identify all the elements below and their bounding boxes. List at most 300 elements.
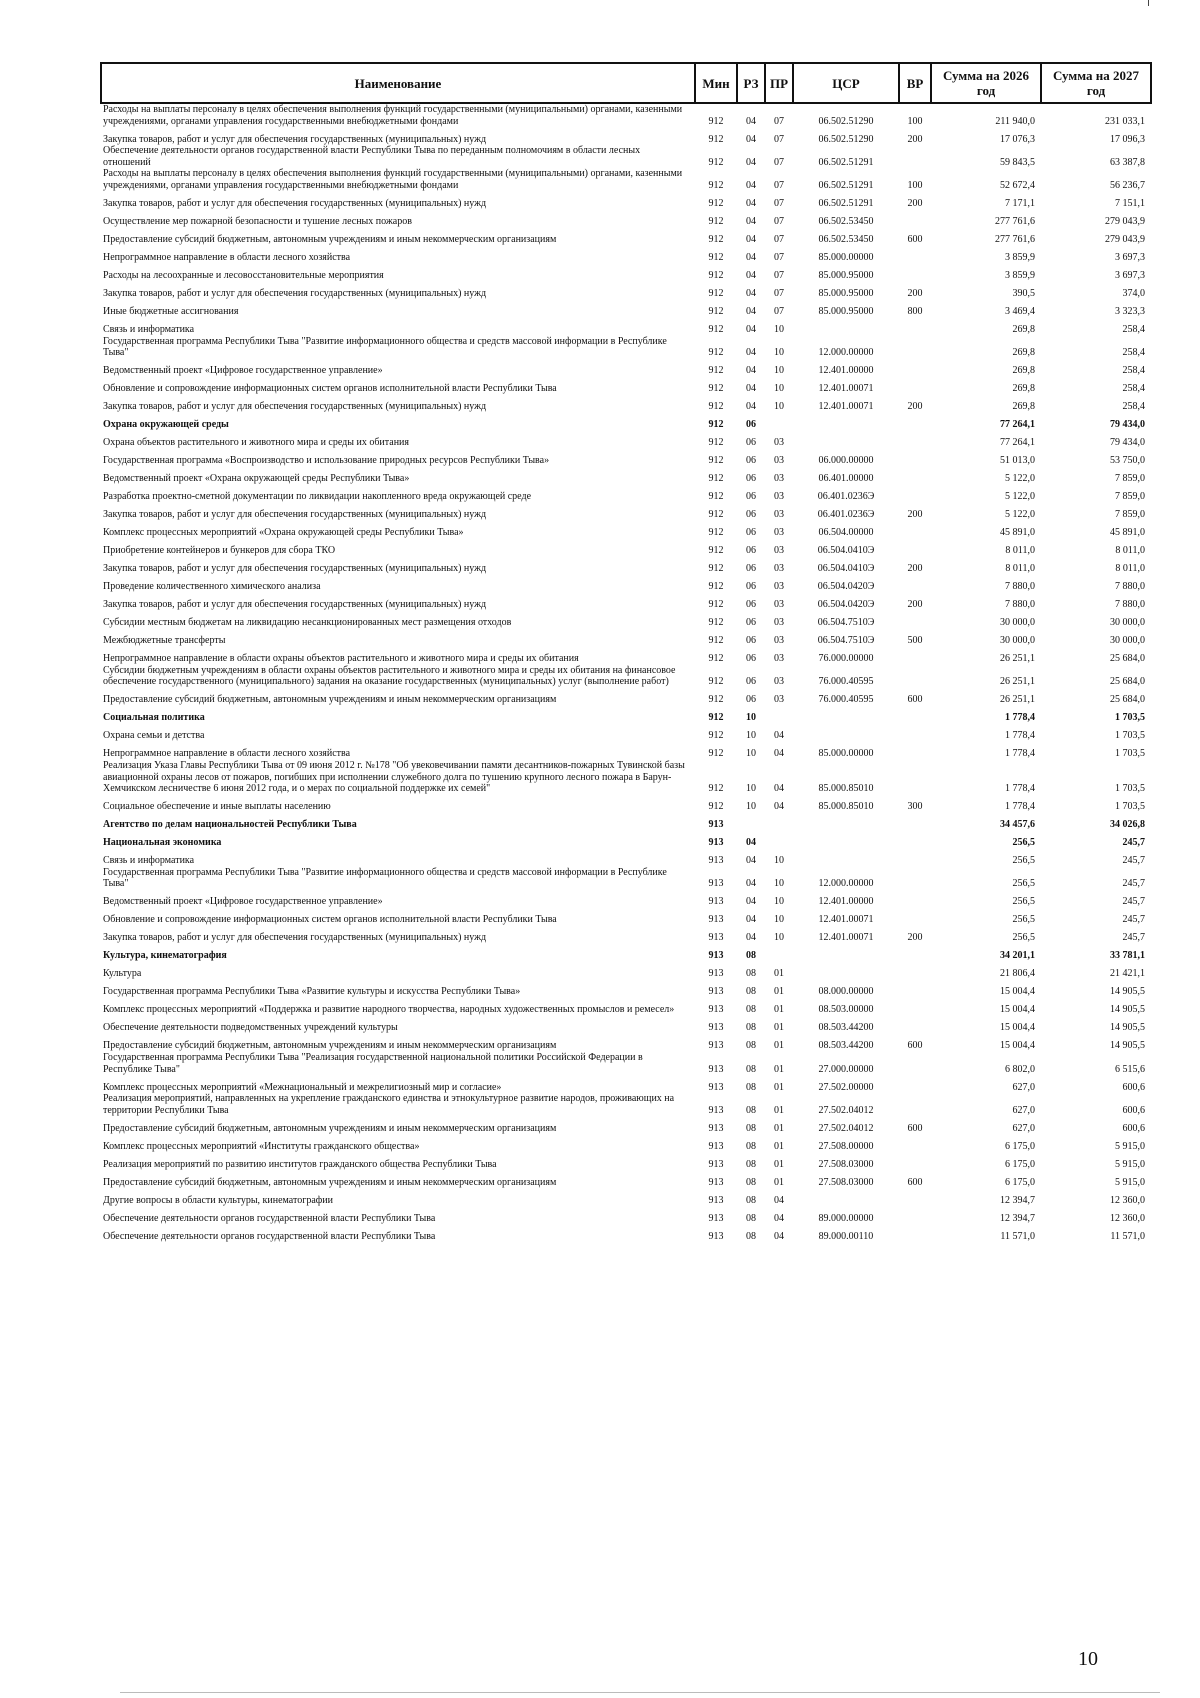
cell-pr: 01 — [774, 1022, 784, 1034]
cell-vr: 200 — [907, 563, 923, 575]
table-row — [101, 413, 1151, 431]
budget-table — [100, 62, 1152, 1242]
cell-name: Предоставление субсидий бюджетным, автономным учреждениям и иным некоммерческим организациям — [103, 1040, 557, 1052]
cell-rz: 06 — [746, 599, 756, 611]
cell-sum-2027: 1 703,5 — [1115, 783, 1145, 795]
cell-csr: 06.502.51291 — [818, 156, 874, 168]
cell-name: Комплекс процессных мероприятий «Институты гражданского общества» — [103, 1140, 420, 1152]
cell-sum-2026: 1 778,4 — [1005, 712, 1035, 724]
cell-vr — [899, 724, 931, 742]
cell-sum-2027: 25 684,0 — [1110, 676, 1145, 688]
cell-vr: 600 — [907, 233, 923, 245]
cell-name: Приобретение контейнеров и бункеров для сбора ТКО — [103, 545, 336, 557]
table-row — [101, 611, 1151, 629]
cell-csr: 06.502.53450 — [818, 215, 874, 227]
cell-vr: 200 — [907, 932, 923, 944]
cell-csr: 85.000.00000 — [818, 748, 874, 760]
cell-vr: 500 — [907, 635, 923, 647]
cell-pr — [765, 706, 793, 724]
table-row — [101, 647, 1151, 665]
cell-sum-2026: 15 004,4 — [1000, 1040, 1035, 1052]
cell-name: Ведомственный проект «Цифровое государственное управление» — [103, 365, 383, 377]
table-row — [101, 168, 1151, 191]
table-body — [101, 103, 1151, 1242]
cell-rz: 08 — [746, 1122, 756, 1134]
cell-pr: 01 — [774, 1158, 784, 1170]
cell-sum-2026: 15 004,4 — [1000, 1022, 1035, 1034]
cell-sum-2027: 11 571,0 — [1110, 1230, 1145, 1242]
table-row — [101, 665, 1151, 688]
cell-csr: 85.000.00000 — [818, 251, 874, 263]
header-vr: ВР — [899, 63, 931, 103]
cell-name: Государственная программа Республики Тыва "Развитие информационного общества и средств массовой информации в Республике Тыва" — [103, 866, 667, 890]
cell-vr: 200 — [907, 133, 923, 145]
cell-name: Охрана объектов растительного и животного мира и среды их обитания — [103, 437, 410, 449]
cell-sum-2027: 30 000,0 — [1110, 617, 1145, 629]
cell-csr — [793, 813, 899, 831]
cell-pr: 03 — [774, 581, 784, 593]
cell-rz: 06 — [746, 491, 756, 503]
cell-vr — [899, 867, 931, 890]
cell-rz: 06 — [746, 527, 756, 539]
cell-pr: 03 — [774, 509, 784, 521]
table-row — [101, 944, 1151, 962]
table-row — [101, 336, 1151, 359]
cell-pr: 03 — [774, 599, 784, 611]
cell-sum-2026: 269,8 — [1012, 347, 1035, 359]
cell-sum-2026: 3 859,9 — [1005, 251, 1035, 263]
cell-vr — [899, 1016, 931, 1034]
cell-min: 912 — [708, 383, 724, 395]
cell-min: 912 — [708, 419, 724, 431]
cell-vr: 100 — [907, 179, 923, 191]
header-csr: ЦСР — [793, 63, 899, 103]
cell-csr — [793, 724, 899, 742]
cell-vr — [899, 413, 931, 431]
cell-sum-2026: 627,0 — [1012, 1122, 1035, 1134]
cell-min: 913 — [708, 1176, 724, 1188]
cell-pr: 01 — [774, 1122, 784, 1134]
header-sum-2026: Сумма на 2026 год — [931, 63, 1041, 103]
page-number: 10 — [1078, 1648, 1098, 1670]
cell-csr — [793, 431, 899, 449]
cell-sum-2027: 12 360,0 — [1110, 1212, 1145, 1224]
cell-name: Обновление и сопровождение информационных систем органов исполнительной власти Республики Тыва — [103, 383, 557, 395]
cell-sum-2026: 34 201,1 — [1000, 950, 1035, 962]
cell-sum-2026: 269,8 — [1012, 323, 1035, 335]
header-sum-2027: Сумма на 2027 год — [1041, 63, 1151, 103]
cell-rz: 04 — [746, 365, 756, 377]
cell-vr — [899, 264, 931, 282]
cell-pr: 03 — [774, 473, 784, 485]
cell-csr: 06.502.51290 — [818, 133, 874, 145]
cell-sum-2027: 3 697,3 — [1115, 251, 1145, 263]
cell-sum-2027: 258,4 — [1122, 365, 1145, 377]
cell-sum-2027: 245,7 — [1122, 878, 1145, 890]
cell-rz: 08 — [746, 1063, 756, 1075]
cell-csr: 08.000.00000 — [818, 986, 874, 998]
cell-pr: 01 — [774, 1081, 784, 1093]
cell-vr — [899, 336, 931, 359]
cell-sum-2027: 45 891,0 — [1110, 527, 1145, 539]
cell-sum-2026: 256,5 — [1012, 837, 1035, 849]
cell-sum-2027: 7 151,1 — [1115, 197, 1145, 209]
cell-min: 912 — [708, 365, 724, 377]
cell-min: 912 — [708, 473, 724, 485]
table-row — [101, 145, 1151, 168]
table-row — [101, 1170, 1151, 1188]
cell-vr: 600 — [907, 1040, 923, 1052]
cell-vr — [899, 908, 931, 926]
cell-name: Реализация Указа Главы Республики Тыва от 09 июня 2012 г. №178 "Об увековечивании памяти десантников-пожарных Тувинской базы авиационной охраны лесов от пожаров, погибших при исполнении служебного долга по тушению крупного лесного пожара в Барун-Хемчикском лесничестве 6 июня 2012 года, и о мерах по социальной поддержке их семей" — [103, 759, 685, 795]
table-row — [101, 962, 1151, 980]
cell-rz: 06 — [746, 694, 756, 706]
cell-rz: 06 — [746, 545, 756, 557]
table-row — [101, 359, 1151, 377]
cell-csr: 12.401.00071 — [818, 401, 874, 413]
cell-csr: 27.502.04012 — [818, 1122, 874, 1134]
cell-rz: 06 — [746, 455, 756, 467]
cell-rz: 06 — [746, 509, 756, 521]
cell-csr: 76.000.00000 — [818, 653, 874, 665]
cell-min: 912 — [708, 133, 724, 145]
cell-name: Предоставление субсидий бюджетным, автономным учреждениям и иным некоммерческим организациям — [103, 694, 557, 706]
cell-rz: 08 — [746, 1140, 756, 1152]
header-rz: РЗ — [737, 63, 765, 103]
cell-rz: 04 — [746, 269, 756, 281]
cell-sum-2027: 5 915,0 — [1115, 1176, 1145, 1188]
cell-sum-2027: 25 684,0 — [1110, 653, 1145, 665]
table-row — [101, 246, 1151, 264]
cell-csr: 06.401.00000 — [818, 473, 874, 485]
cell-vr — [899, 467, 931, 485]
cell-pr: 04 — [774, 783, 784, 795]
cell-vr — [899, 521, 931, 539]
cell-pr — [765, 944, 793, 962]
cell-sum-2027: 258,4 — [1122, 323, 1145, 335]
table-row — [101, 998, 1151, 1016]
cell-vr — [899, 210, 931, 228]
cell-rz: 06 — [746, 635, 756, 647]
cell-pr: 04 — [774, 748, 784, 760]
cell-rz: 08 — [746, 1176, 756, 1188]
cell-vr — [899, 1188, 931, 1206]
cell-name: Закупка товаров, работ и услуг для обеспечения государственных (муниципальных) нужд — [103, 599, 487, 611]
cell-sum-2027: 5 915,0 — [1115, 1158, 1145, 1170]
table-row — [101, 867, 1151, 890]
cell-min: 912 — [708, 233, 724, 245]
cell-sum-2026: 51 013,0 — [1000, 455, 1035, 467]
table-row — [101, 1206, 1151, 1224]
cell-vr — [899, 1093, 931, 1116]
cell-csr: 85.000.85010 — [818, 801, 874, 813]
cell-sum-2027: 258,4 — [1122, 401, 1145, 413]
cell-vr — [899, 246, 931, 264]
cell-min: 913 — [708, 1063, 724, 1075]
cell-csr: 06.504.7510Э — [817, 617, 875, 629]
cell-rz: 06 — [746, 419, 756, 431]
cell-min: 913 — [708, 855, 724, 867]
cell-csr: 85.000.95000 — [818, 287, 874, 299]
cell-pr: 03 — [774, 563, 784, 575]
cell-rz: 04 — [746, 179, 756, 191]
cell-min: 912 — [708, 197, 724, 209]
cell-name: Межбюджетные трансферты — [103, 635, 226, 647]
cell-name: Социальная политика — [103, 712, 205, 724]
cell-rz: 04 — [746, 233, 756, 245]
cell-name: Социальное обеспечение и иные выплаты населению — [103, 801, 331, 813]
cell-pr: 07 — [774, 287, 784, 299]
cell-vr — [899, 890, 931, 908]
cell-pr: 10 — [774, 383, 784, 395]
cell-sum-2026: 256,5 — [1012, 896, 1035, 908]
cell-sum-2027: 53 750,0 — [1110, 455, 1145, 467]
cell-min: 912 — [708, 115, 724, 127]
cell-name: Разработка проектно-сметной документации по ликвидации накопленного вреда окружающей среде — [103, 491, 532, 503]
cell-vr — [899, 849, 931, 867]
cell-min: 913 — [708, 896, 724, 908]
table-row — [101, 1152, 1151, 1170]
cell-csr: 12.401.00000 — [818, 365, 874, 377]
cell-sum-2026: 77 264,1 — [1000, 437, 1035, 449]
table-row — [101, 629, 1151, 647]
cell-csr: 27.000.00000 — [818, 1063, 874, 1075]
cell-min: 912 — [708, 730, 724, 742]
cell-rz: 08 — [746, 950, 756, 962]
cell-pr: 03 — [774, 694, 784, 706]
cell-name: Обеспечение деятельности подведомственных учреждений культуры — [103, 1022, 398, 1034]
cell-sum-2027: 258,4 — [1122, 347, 1145, 359]
table-row — [101, 1093, 1151, 1116]
cell-name: Осуществление мер пожарной безопасности и тушение лесных пожаров — [103, 215, 412, 227]
cell-min: 912 — [708, 676, 724, 688]
table-row — [101, 318, 1151, 336]
cell-sum-2026: 3 469,4 — [1005, 305, 1035, 317]
cell-rz: 08 — [746, 986, 756, 998]
table-row — [101, 449, 1151, 467]
cell-name: Другие вопросы в области культуры, кинематографии — [103, 1194, 333, 1206]
cell-rz: 08 — [746, 1158, 756, 1170]
cell-sum-2027: 7 859,0 — [1115, 473, 1145, 485]
cell-sum-2027: 3 697,3 — [1115, 269, 1145, 281]
table-row — [101, 192, 1151, 210]
cell-min: 913 — [708, 914, 724, 926]
cell-sum-2026: 211 940,0 — [995, 115, 1035, 127]
cell-vr — [899, 485, 931, 503]
table-row — [101, 431, 1151, 449]
cell-vr — [899, 539, 931, 557]
cell-min: 913 — [708, 837, 724, 849]
cell-min: 912 — [708, 347, 724, 359]
cell-vr — [899, 980, 931, 998]
cell-sum-2026: 269,8 — [1012, 401, 1035, 413]
cell-min: 913 — [708, 1212, 724, 1224]
cell-vr — [899, 998, 931, 1016]
cell-min: 912 — [708, 437, 724, 449]
cell-sum-2026: 6 802,0 — [1005, 1063, 1035, 1075]
cell-pr: 07 — [774, 133, 784, 145]
cell-vr: 600 — [907, 1122, 923, 1134]
cell-name: Связь и информатика — [103, 855, 195, 867]
cell-vr — [899, 377, 931, 395]
cell-sum-2027: 1 703,5 — [1115, 712, 1145, 724]
cell-csr: 06.504.0420Э — [817, 599, 875, 611]
cell-pr: 01 — [774, 1063, 784, 1075]
cell-name: Охрана окружающей среды — [103, 419, 229, 431]
cell-vr — [899, 575, 931, 593]
cell-pr: 10 — [774, 401, 784, 413]
table-row — [101, 264, 1151, 282]
cell-min: 912 — [708, 527, 724, 539]
cell-name: Закупка товаров, работ и услуг для обеспечения государственных (муниципальных) нужд — [103, 401, 487, 413]
cell-csr: 08.503.00000 — [818, 1004, 874, 1016]
cell-pr — [765, 831, 793, 849]
cell-csr — [793, 831, 899, 849]
cell-sum-2026: 627,0 — [1012, 1104, 1035, 1116]
cell-pr: 03 — [774, 491, 784, 503]
cell-pr: 01 — [774, 968, 784, 980]
cell-min: 913 — [708, 1004, 724, 1016]
cell-rz: 04 — [746, 287, 756, 299]
cell-sum-2026: 256,5 — [1012, 914, 1035, 926]
cell-sum-2027: 231 033,1 — [1105, 115, 1145, 127]
cell-sum-2027: 63 387,8 — [1110, 156, 1145, 168]
cell-pr: 01 — [774, 1140, 784, 1152]
table-row — [101, 1034, 1151, 1052]
cell-name: Предоставление субсидий бюджетным, автономным учреждениям и иным некоммерческим организациям — [103, 233, 557, 245]
cell-name: Закупка товаров, работ и услуг для обеспечения государственных (муниципальных) нужд — [103, 133, 487, 145]
cell-pr: 10 — [774, 855, 784, 867]
table-row — [101, 926, 1151, 944]
cell-rz: 08 — [746, 1230, 756, 1242]
cell-min: 913 — [708, 819, 724, 831]
cell-pr: 03 — [774, 635, 784, 647]
cell-sum-2027: 8 011,0 — [1115, 545, 1145, 557]
cell-csr: 06.504.00000 — [818, 527, 874, 539]
cell-min: 912 — [708, 156, 724, 168]
cell-csr: 89.000.00000 — [818, 1212, 874, 1224]
table-row — [101, 1052, 1151, 1075]
cell-vr — [899, 1075, 931, 1093]
table-row — [101, 849, 1151, 867]
cell-sum-2027: 245,7 — [1122, 896, 1145, 908]
cell-name: Закупка товаров, работ и услуг для обеспечения государственных (муниципальных) нужд — [103, 287, 487, 299]
cell-csr: 06.504.7510Э — [817, 635, 875, 647]
cell-min: 912 — [708, 563, 724, 575]
header-pr: ПР — [765, 63, 793, 103]
cell-pr: 04 — [774, 801, 784, 813]
table-row — [101, 503, 1151, 521]
cell-rz: 04 — [746, 133, 756, 145]
cell-sum-2026: 1 778,4 — [1005, 801, 1035, 813]
table-row — [101, 127, 1151, 145]
cell-sum-2027: 258,4 — [1122, 383, 1145, 395]
cell-csr: 12.000.00000 — [818, 347, 874, 359]
cell-min: 912 — [708, 545, 724, 557]
cell-min: 913 — [708, 1081, 724, 1093]
cell-sum-2026: 627,0 — [1012, 1081, 1035, 1093]
table-row — [101, 813, 1151, 831]
cell-pr: 03 — [774, 455, 784, 467]
cell-rz: 04 — [746, 251, 756, 263]
cell-vr — [899, 706, 931, 724]
table-row — [101, 210, 1151, 228]
cell-sum-2027: 3 323,3 — [1115, 305, 1145, 317]
table-row — [101, 593, 1151, 611]
cell-csr: 08.503.44200 — [818, 1040, 874, 1052]
cell-min: 912 — [708, 179, 724, 191]
cell-min: 912 — [708, 635, 724, 647]
cell-sum-2026: 77 264,1 — [1000, 419, 1035, 431]
cell-sum-2026: 45 891,0 — [1000, 527, 1035, 539]
cell-csr: 76.000.40595 — [818, 676, 874, 688]
table-row — [101, 103, 1151, 127]
cell-sum-2027: 30 000,0 — [1110, 635, 1145, 647]
table-row — [101, 377, 1151, 395]
cell-sum-2026: 277 761,6 — [995, 215, 1035, 227]
cell-min: 913 — [708, 932, 724, 944]
cell-rz: 04 — [746, 347, 756, 359]
cell-min: 913 — [708, 1104, 724, 1116]
cell-pr: 07 — [774, 197, 784, 209]
cell-sum-2026: 26 251,1 — [1000, 694, 1035, 706]
cell-name: Обновление и сопровождение информационных систем органов исполнительной власти Республики Тыва — [103, 914, 557, 926]
cell-min: 912 — [708, 712, 724, 724]
cell-csr: 12.401.00071 — [818, 914, 874, 926]
cell-rz: 08 — [746, 1212, 756, 1224]
cell-name: Комплекс процессных мероприятий «Межнациональный и межрелигиозный мир и согласие» — [103, 1081, 502, 1093]
cell-rz: 04 — [746, 878, 756, 890]
cell-min: 913 — [708, 950, 724, 962]
cell-min: 913 — [708, 1122, 724, 1134]
cell-sum-2027: 245,7 — [1122, 932, 1145, 944]
cell-pr: 03 — [774, 676, 784, 688]
cell-sum-2026: 6 175,0 — [1005, 1158, 1035, 1170]
cell-sum-2026: 12 394,7 — [1000, 1194, 1035, 1206]
cell-vr: 200 — [907, 401, 923, 413]
cell-rz: 04 — [746, 215, 756, 227]
table-row — [101, 300, 1151, 318]
cell-sum-2026: 8 011,0 — [1005, 545, 1035, 557]
cell-name: Иные бюджетные ассигнования — [103, 305, 239, 317]
cell-rz: 08 — [746, 968, 756, 980]
cell-min: 912 — [708, 455, 724, 467]
cell-sum-2026: 277 761,6 — [995, 233, 1035, 245]
cell-rz: 04 — [746, 914, 756, 926]
cell-vr: 600 — [907, 1176, 923, 1188]
cell-vr — [899, 449, 931, 467]
cell-sum-2027: 14 905,5 — [1110, 1040, 1145, 1052]
cell-name: Субсидии местным бюджетам на ликвидацию несанкционированных мест размещения отходов — [103, 617, 512, 629]
cell-min: 912 — [708, 748, 724, 760]
cell-name: Реализация мероприятий по развитию институтов гражданского общества Республики Тыва — [103, 1158, 497, 1170]
cell-min: 912 — [708, 287, 724, 299]
cell-csr: 76.000.40595 — [818, 694, 874, 706]
cell-name: Расходы на лесоохранные и лесовосстановительные мероприятия — [103, 269, 384, 281]
cell-rz: 04 — [746, 383, 756, 395]
cell-sum-2027: 245,7 — [1122, 914, 1145, 926]
table-row — [101, 467, 1151, 485]
cell-sum-2027: 17 096,3 — [1110, 133, 1145, 145]
cell-name: Государственная программа «Воспроизводство и использование природных ресурсов Республики Тыва» — [103, 455, 550, 467]
cell-csr: 06.502.51290 — [818, 115, 874, 127]
cell-vr — [899, 1134, 931, 1152]
cell-sum-2027: 600,6 — [1122, 1104, 1145, 1116]
cell-vr — [899, 318, 931, 336]
cell-rz: 10 — [746, 712, 756, 724]
cell-csr: 12.000.00000 — [818, 878, 874, 890]
cell-pr: 01 — [774, 1040, 784, 1052]
